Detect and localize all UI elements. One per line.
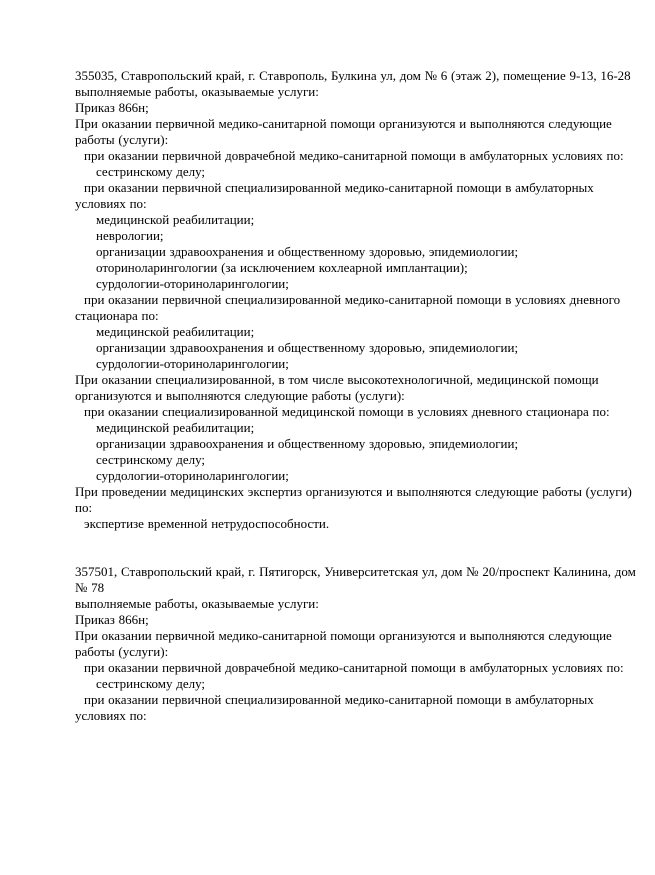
document-line: организации здравоохранения и общественному здоровью, эпидемиологии; (96, 244, 519, 259)
document-line: сурдологии-оториноларингологии; (96, 356, 289, 371)
document-line: экспертизе временной нетрудоспособности. (84, 516, 330, 531)
document-line: при оказании первичной специализированной медико-санитарной помощи в амбулаторных условиях по: (75, 180, 594, 211)
document-line: При оказании специализированной, в том числе высокотехнологичной, медицинской помощи организуются и выполняются следующие работы (услуги): (75, 372, 599, 403)
document-line: сестринскому делу; (96, 452, 206, 467)
license-section (75, 68, 640, 532)
document-line: при оказании специализированной медицинской помощи в условиях дневного стационара по: (84, 404, 610, 419)
document-line: медицинской реабилитации; (96, 324, 255, 339)
document-line: организации здравоохранения и общественному здоровью, эпидемиологии; (96, 436, 519, 451)
document-line: При оказании первичной медико-санитарной помощи организуются и выполняются следующие работы (услуги): (75, 628, 612, 659)
document-line: выполняемые работы, оказываемые услуги: (75, 596, 319, 611)
document-line: сурдологии-оториноларингологии; (96, 468, 289, 483)
document-line: при оказании первичной специализированной медико-санитарной помощи в условиях дневного стационара по: (75, 292, 621, 323)
document-line: Приказ 866н; (75, 100, 149, 115)
license-section (75, 564, 640, 724)
document-line: оториноларингологии (за исключением кохлеарной имплантации); (96, 260, 468, 275)
document-line: сестринскому делу; (96, 676, 206, 691)
document-line: При оказании первичной медико-санитарной помощи организуются и выполняются следующие работы (услуги): (75, 116, 612, 147)
document-line: При проведении медицинских экспертиз организуются и выполняются следующие работы (услуги) по: (75, 484, 632, 515)
document-line: медицинской реабилитации; (96, 420, 255, 435)
document-line: неврологии; (96, 228, 164, 243)
document-line: Приказ 866н; (75, 612, 149, 627)
address-line: 357501, Ставропольский край, г. Пятигорск, Университетская ул, дом № 20/проспект Калинина, дом № 78 (75, 564, 636, 595)
document-line: сестринскому делу; (96, 164, 206, 179)
document-line: выполняемые работы, оказываемые услуги: (75, 84, 319, 99)
address-line: 355035, Ставропольский край, г. Ставрополь, Булкина ул, дом № 6 (этаж 2), помещение 9-13, 16-28 (75, 68, 631, 83)
document-line: медицинской реабилитации; (96, 212, 255, 227)
document-line: организации здравоохранения и общественному здоровью, эпидемиологии; (96, 340, 519, 355)
document-line: при оказании первичной доврачебной медико-санитарной помощи в амбулаторных условиях по: (84, 660, 624, 675)
document-line: при оказании первичной специализированной медико-санитарной помощи в амбулаторных условиях по: (75, 692, 594, 723)
document-line: при оказании первичной доврачебной медико-санитарной помощи в амбулаторных условиях по: (84, 148, 624, 163)
document-line: сурдологии-оториноларингологии; (96, 276, 289, 291)
